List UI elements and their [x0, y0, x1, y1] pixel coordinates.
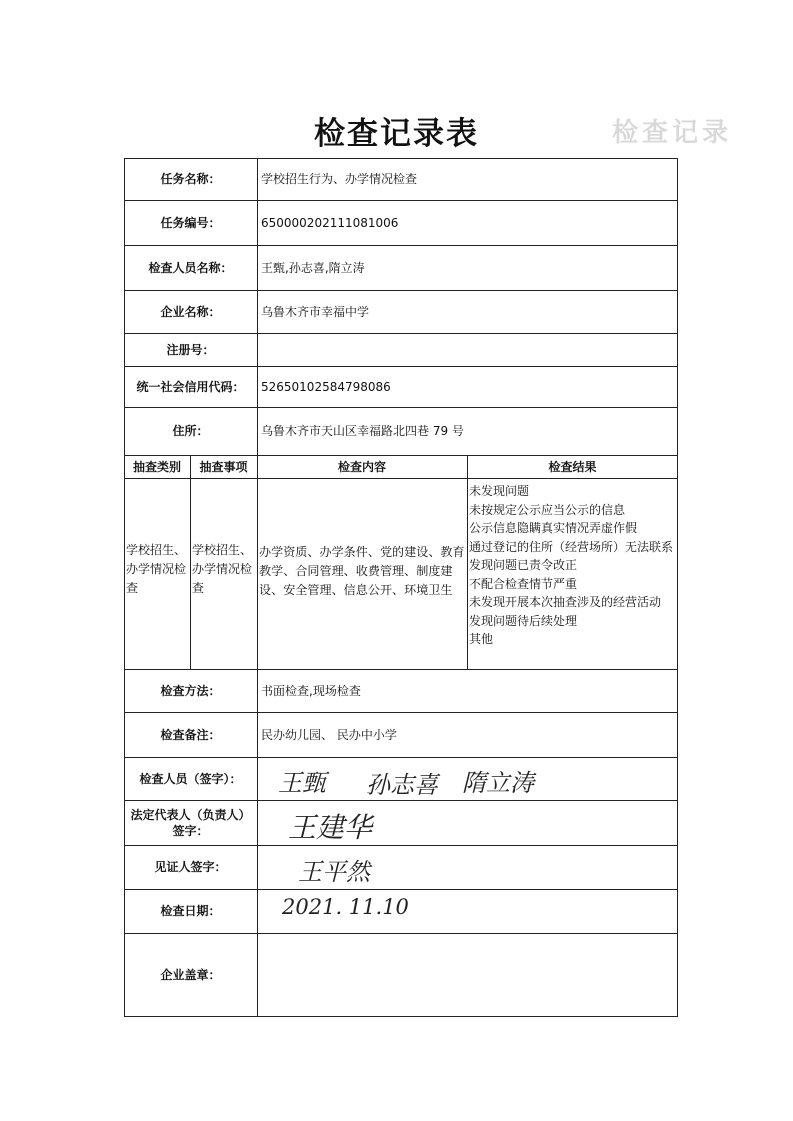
header-result: 检查结果 — [548, 460, 597, 474]
result-item: 不配合检查情节严重 — [469, 576, 578, 591]
enterprise-name-value: 乌鲁木齐市幸福中学 — [261, 304, 370, 319]
remarks-value: 民办幼儿园、 民办中小学 — [261, 727, 397, 742]
credit-code-label: 统一社会信用代码： — [136, 379, 245, 394]
header-category: 抽查类别 — [132, 460, 181, 474]
date-label: 检查日期： — [160, 904, 221, 918]
credit-code-value: 52650102584798086 — [261, 379, 391, 394]
result-item: 通过登记的住所（经营场所）无法联系 — [469, 539, 674, 554]
remarks-label: 检查备注： — [160, 727, 221, 742]
result-item: 未发现问题 — [469, 484, 530, 498]
result-item: 发现问题已责令改正 — [469, 558, 578, 572]
inspector-signature-3: 隋立涛 — [462, 769, 534, 797]
inspection-date-handwritten: 2021. 11.10 — [282, 895, 409, 919]
enterprise-name-label: 企业名称： — [160, 304, 221, 319]
address-value: 乌鲁木齐市天山区幸福路北四巷 79 号 — [261, 424, 464, 438]
task-number-label: 任务编号： — [160, 215, 221, 230]
task-number-value: 650000202111081006 — [261, 215, 399, 230]
legal-rep-signature: 王建华 — [288, 811, 373, 844]
seal-area — [257, 933, 678, 1017]
witness-signature: 王平然 — [298, 858, 370, 886]
inspectors-label: 检查人员名称： — [148, 260, 233, 275]
content-cell: 办学资质、办学条件、党的建设、教育教学、合同管理、收费管理、制度建设、安全管理、信息公开、环境卫生 — [259, 545, 465, 597]
header-item: 抽查事项 — [199, 460, 248, 474]
category-cell: 学校招生、办学情况检查 — [126, 543, 187, 595]
page-title: 检查记录表 — [314, 116, 479, 152]
result-item: 公示信息隐瞒真实情况弄虚作假 — [469, 521, 638, 535]
inspector-signature-2: 孙志喜 — [366, 771, 438, 799]
header-content: 检查内容 — [337, 460, 386, 474]
result-item: 未按规定公示应当公示的信息 — [469, 502, 626, 517]
registration-no-value — [257, 333, 678, 366]
method-value: 书面检查,现场检查 — [261, 683, 361, 698]
result-item: 未发现开展本次抽查涉及的经营活动 — [469, 595, 662, 609]
witness-signature-label: 见证人签字： — [154, 860, 227, 874]
result-item: 发现问题待后续处理 — [469, 613, 578, 628]
inspectors-value: 王甄,孙志喜,隋立涛 — [261, 260, 365, 275]
task-name-value: 学校招生行为、办学情况检查 — [261, 172, 418, 186]
seal-label: 企业盖章： — [160, 968, 221, 982]
inspector-signature-1: 王甄 — [278, 769, 326, 797]
inspectors-signature-label: 检查人员（签字）： — [139, 771, 242, 786]
result-item: 其他 — [469, 632, 494, 646]
item-cell: 学校招生、办学情况检查 — [192, 543, 253, 595]
registration-no-label: 注册号： — [166, 342, 215, 357]
method-label: 检查方法： — [160, 683, 221, 698]
legal-rep-signature-label: 法定代表人（负责人）签字： — [130, 807, 251, 838]
task-name-label: 任务名称： — [160, 172, 221, 186]
result-list — [467, 481, 678, 650]
bleed-through-text: 检查记录 — [612, 118, 733, 148]
address-label: 住所： — [172, 424, 209, 438]
